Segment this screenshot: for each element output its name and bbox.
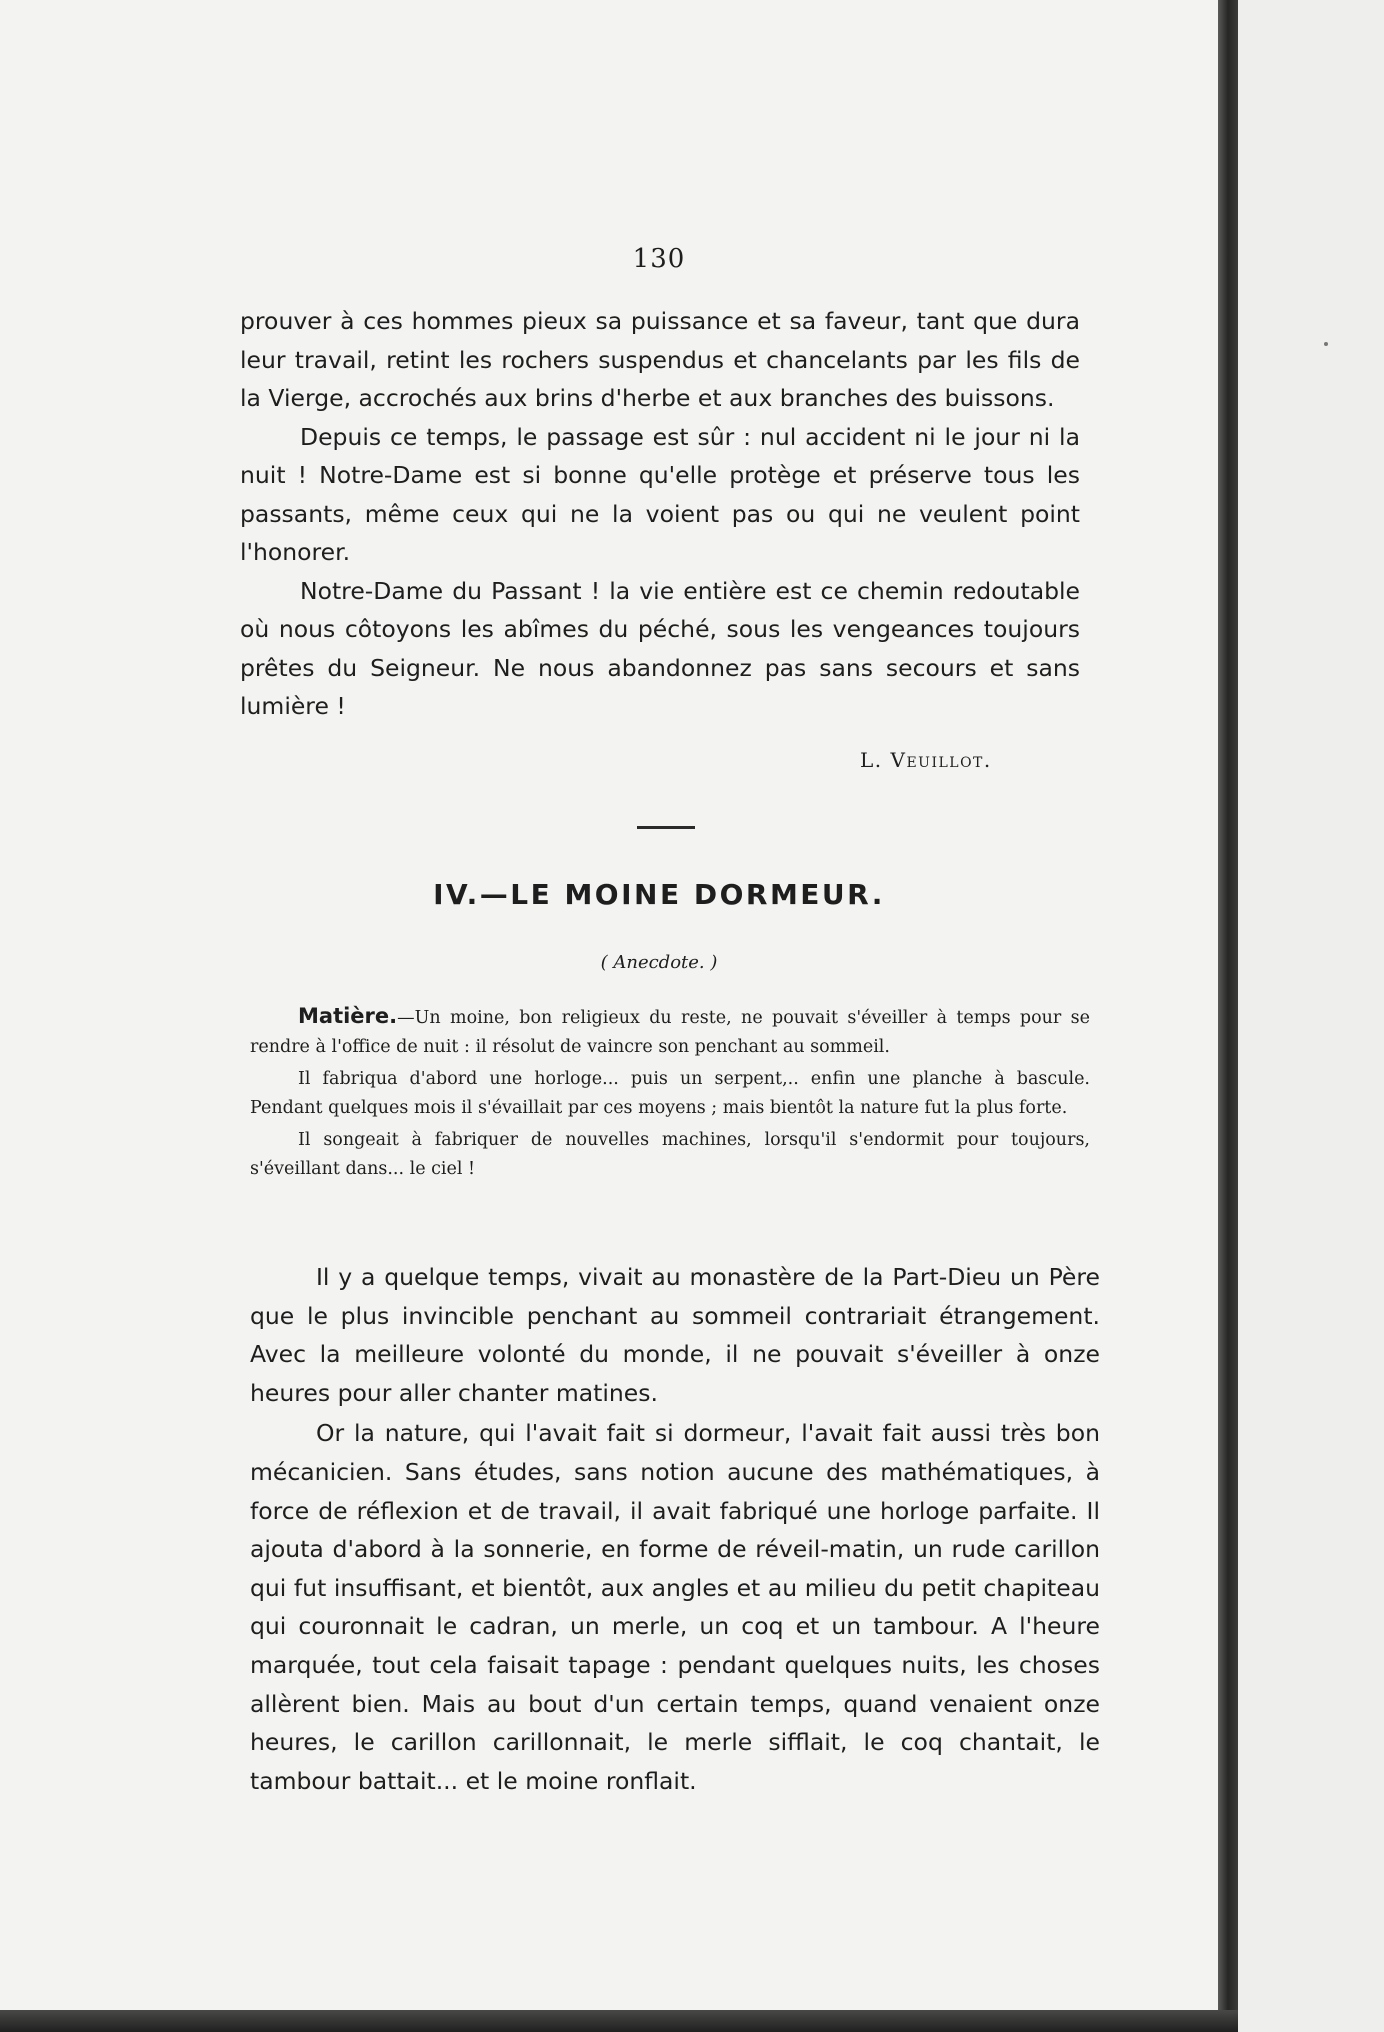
intro-paragraph: prouver à ces hommes pieux sa puissance et sa faveur, tant que dura leur travail, retint les rochers suspendus et chancelants par les fils de la Vierge, accrochés aux brins d'herbe et aux branches des buissons.	[240, 307, 1080, 412]
matiere-label: Matière.	[298, 1004, 398, 1028]
intro-paragraph: Depuis ce temps, le passage est sûr : nul accident ni le jour ni la nuit ! Notre-Dame est si bonne qu'elle protège et préserve tous les passants, même ceux qui ne la voient pas ou qui ne veulent point l'honorer.	[240, 422, 1080, 566]
author-signature: L. Veuillot.	[860, 748, 992, 772]
intro-text	[240, 302, 1080, 726]
page-number: 130	[632, 244, 686, 274]
story-text	[250, 1258, 1100, 1800]
matiere-summary	[250, 1002, 1090, 1183]
adjacent-page	[1238, 0, 1384, 2032]
section-divider	[637, 826, 695, 829]
matiere-paragraph: Il fabriqua d'abord une horloge... puis un serpent,.. enfin une planche à bascule. Pendant quelques mois il s'évaillait par ces moyens ; mais bientôt la nature fut la plus forte.	[250, 1069, 1090, 1118]
page-bottom-edge	[0, 2010, 1238, 2032]
matiere-paragraph: Il songeait à fabriquer de nouvelles machines, lorsqu'il s'endormit pour toujours, s'éveillant dans... le ciel !	[250, 1130, 1090, 1179]
matiere-text: —Un moine, bon religieux du reste, ne pouvait s'éveiller à temps pour se rendre à l'office de nuit : il résolut de vaincre son penchant au sommeil.	[250, 1008, 1090, 1057]
section-subtitle: ( Anecdote. )	[600, 952, 718, 973]
matiere-paragraph	[250, 1002, 1090, 1061]
book-spine	[1218, 0, 1238, 2032]
scan-speck	[1324, 342, 1328, 346]
intro-paragraph: Notre-Dame du Passant ! la vie entière est ce chemin redoutable où nous côtoyons les abîmes du péché, sous les vengeances toujours prêtes du Seigneur. Ne nous abandonnez pas sans secours et sans lumière !	[240, 576, 1080, 720]
story-paragraph: Il y a quelque temps, vivait au monastère de la Part-Dieu un Père que le plus invincible penchant au sommeil contrariait étrangement. Avec la meilleure volonté du monde, il ne pouvait s'éveiller à onze heures pour aller chanter matines.	[250, 1263, 1100, 1407]
story-paragraph: Or la nature, qui l'avait fait si dormeur, l'avait fait aussi très bon mécanicien. Sans études, sans notion aucune des mathématiques, à force de réflexion et de travail, il avait fabriqué une horloge parfaite. Il ajouta d'abord à la sonnerie, en forme de réveil-matin, un rude carillon qui fut insuffisant, et bientôt, aux angles et au milieu du petit chapiteau qui couronnait le cadran, un merle, un coq et un tambour. A l'heure marquée, tout cela faisait tapage : pendant quelques nuits, les choses allèrent bien. Mais au bout d'un certain temps, quand venaient onze heures, le carillon carillonnait, le merle sifflait, le coq chantait, le tambour battait... et le moine ronflait.	[250, 1419, 1100, 1795]
section-title: IV.—LE MOINE DORMEUR.	[433, 878, 885, 911]
